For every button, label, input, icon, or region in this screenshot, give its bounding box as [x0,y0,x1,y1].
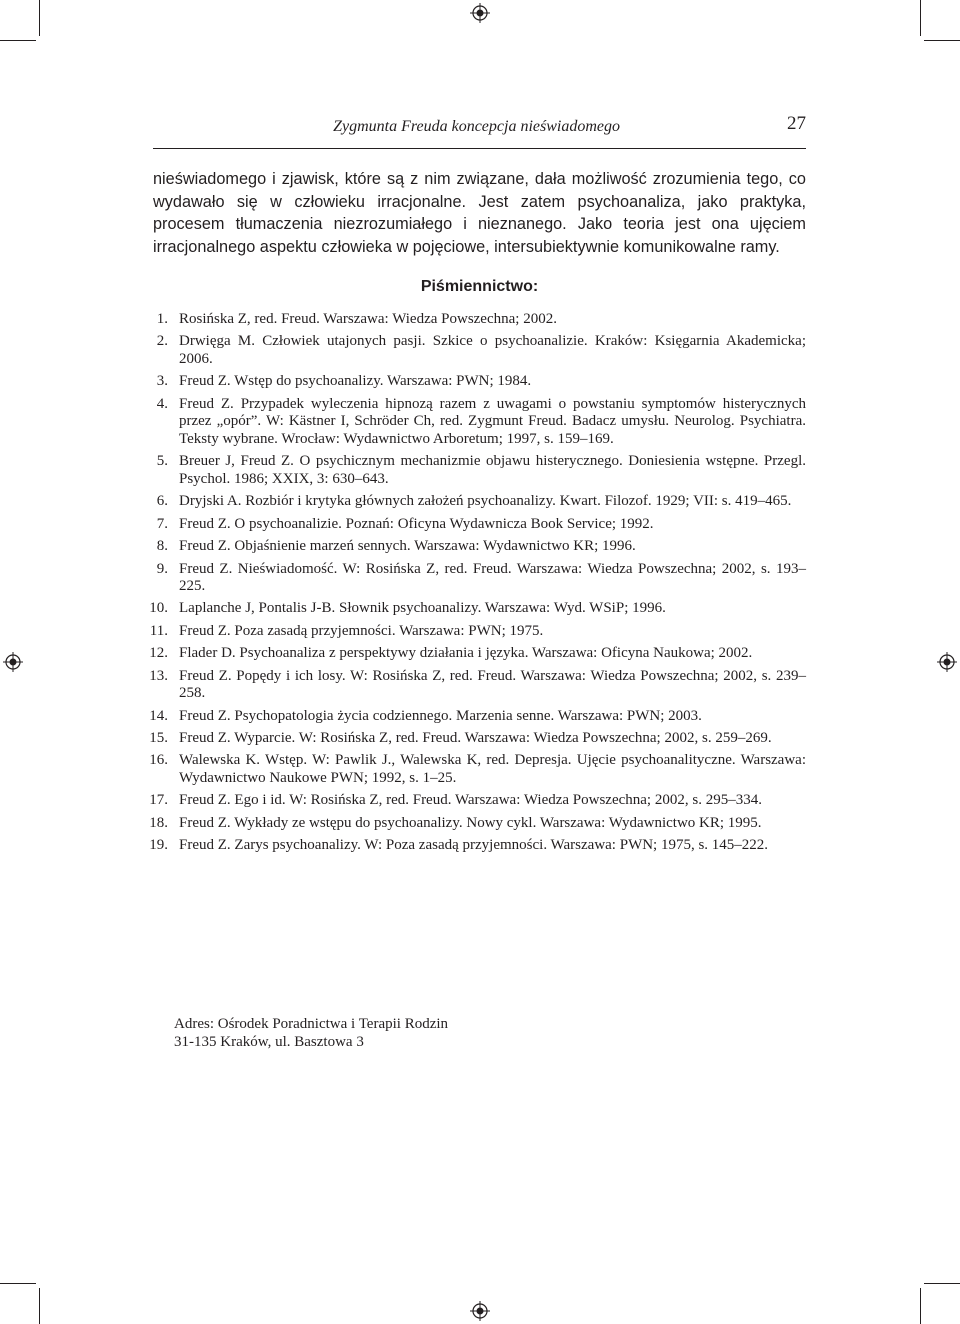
reference-number: 10. [149,600,168,617]
body-paragraph: nieświadomego i zjawisk, które są z nim związane, dała możliwość zrozumienia tego, co wydawało się w człowieku irracjonalne. Jest zatem psychoanaliza, jako praktyka, procesem tłumaczenia niezrozumiałego i nieznanego. Jako teoria jest ona ujęciem irracjonalnego aspektu człowieka w pojęciowe, intersubiektywnie komunikowalne ramy. [153,170,806,256]
reference-text: Freud Z. Objaśnienie marzeń sennych. Warszawa: Wydawnictwo KR; 1996. [179,538,636,555]
reference-number: 1. [156,311,168,327]
crop-mark [0,1283,36,1284]
page-header [153,112,806,149]
reference-number: 19. [149,837,168,854]
reference-item [153,311,806,329]
reference-item [153,373,806,391]
reference-item [153,396,806,449]
registration-mark-icon [470,1301,490,1321]
reference-number: 13. [149,667,168,684]
reference-item [149,707,806,726]
reference-item [149,837,806,855]
crop-mark [924,1283,960,1284]
registration-mark-icon [937,652,957,672]
reference-text: Breuer J, Freud Z. O psychicznym mechanizmie objawu histerycznego. Doniesienia wstępne. Przegl. Psychol. 1986; XXIX, 3: 630–643. [179,453,806,487]
reference-text: Drwięga M. Człowiek utajonych pasji. Szkice o psychoanalizie. Kraków: Księgarnia Akademicka; 2006. [179,333,806,367]
crop-mark [39,0,40,36]
page-number: 27 [787,113,806,134]
crop-mark [920,1288,921,1324]
reference-item [149,645,806,663]
reference-item [153,493,806,511]
reference-text: Rosińska Z, red. Freud. Warszawa: Wiedza Powszechna; 2002. [179,311,557,327]
reference-text: Freud Z. Poza zasadą przyjemności. Warszawa: PWN; 1975. [179,622,544,639]
reference-text: Flader D. Psychoanaliza z perspektywy działania i języka. Warszawa: Oficyna Naukowa; 2002. [179,645,753,662]
reference-number: 4. [156,395,168,412]
reference-number: 16. [149,752,168,769]
reference-item [149,752,806,787]
address-block [174,1016,448,1051]
reference-number: 5. [156,453,168,470]
reference-number: 14. [149,707,168,724]
address-line: Adres: Ośrodek Poradnictwa i Terapii Rodzin [174,1016,449,1032]
reference-text: Dryjski A. Rozbiór i krytyka głównych założeń psychoanalizy. Kwart. Filozof. 1929; VII: s. 419–465. [179,493,792,510]
reference-number: 8. [156,538,168,555]
reference-number: 18. [149,814,168,831]
reference-item [149,600,806,618]
references-heading: Piśmiennictwo: [420,278,539,295]
reference-text: Freud Z. Wyparcie. W: Rosińska Z, red. Freud. Warszawa: Wiedza Powszechna; 2002, s. 259–269. [179,730,772,747]
reference-text: Laplanche J, Pontalis J-B. Słownik psychoanalizy. Warszawa: Wyd. WSiP; 1996. [179,600,666,617]
reference-number: 12. [149,645,168,662]
reference-item [149,667,806,703]
reference-number: 17. [149,792,168,809]
crop-mark [920,0,921,36]
reference-number: 2. [156,333,168,350]
reference-number: 3. [156,373,168,390]
reference-item [153,453,806,488]
running-title: Zygmunta Freuda koncepcja nieświadomego [333,118,620,135]
reference-text: Freud Z. Wykłady ze wstępu do psychoanalizy. Nowy cykl. Warszawa: Wydawnictwo KR; 1995. [179,814,762,831]
crop-mark [0,40,36,41]
references-list [149,311,806,860]
reference-item [149,814,806,833]
crop-mark [39,1288,40,1324]
reference-number: 15. [149,730,168,747]
reference-item [153,516,806,534]
reference-text: Freud Z. Psychopatologia życia codziennego. Marzenia senne. Warszawa: PWN; 2003. [179,707,702,724]
reference-text: Freud Z. Popędy i ich losy. W: Rosińska Z, red. Freud. Warszawa: Wiedza Powszechna; 2002, s. 239–258. [179,667,806,702]
reference-item [153,538,806,556]
reference-item [149,730,806,748]
reference-text: Freud Z. Ego i id. W: Rosińska Z, red. Freud. Warszawa: Wiedza Powszechna; 2002, s. 295–334. [179,792,762,809]
address-line: 31-135 Kraków, ul. Basztowa 3 [174,1033,364,1050]
reference-number: 7. [156,515,168,532]
registration-mark-icon [470,3,490,23]
reference-number: 6. [156,493,168,510]
reference-text: Freud Z. Przypadek wyleczenia hipnozą razem z uwagami o powstaniu symptomów histerycznych przez „opór”. W: Kästner I, Schröder Ch, red. Zygmunt Freud. Badacz umysłu. Neurolog. Psychiatra. Teksty wybrane. Wrocław: Wydawnictwo Arboretum; 1997, s. 159–169. [179,395,806,447]
reference-text: Freud Z. Nieświadomość. W: Rosińska Z, red. Freud. Warszawa: Wiedza Powszechna; 2002, s. 193–225. [179,560,806,595]
reference-text: Walewska K. Wstęp. W: Pawlik J., Walewska K, red. Depresja. Ujęcie psychoanalityczne. Warszawa: Wydawnictwo Naukowe PWN; 1992, s. 1–25. [179,752,806,787]
crop-mark [924,40,960,41]
reference-text: Freud Z. Zarys psychoanalizy. W: Poza zasadą przyjemności. Warszawa: PWN; 1975, s. 145–222. [179,837,769,854]
registration-mark-icon [3,652,23,672]
reference-item [149,622,806,641]
reference-number: 9. [156,560,168,577]
reference-item [153,333,806,368]
reference-item [149,792,806,810]
reference-item [153,561,806,596]
reference-number: 11. [149,622,168,639]
reference-text: Freud Z. Wstęp do psychoanalizy. Warszawa: PWN; 1984. [179,373,532,390]
reference-text: Freud Z. O psychoanalizie. Poznań: Oficyna Wydawnicza Book Service; 1992. [179,515,654,532]
